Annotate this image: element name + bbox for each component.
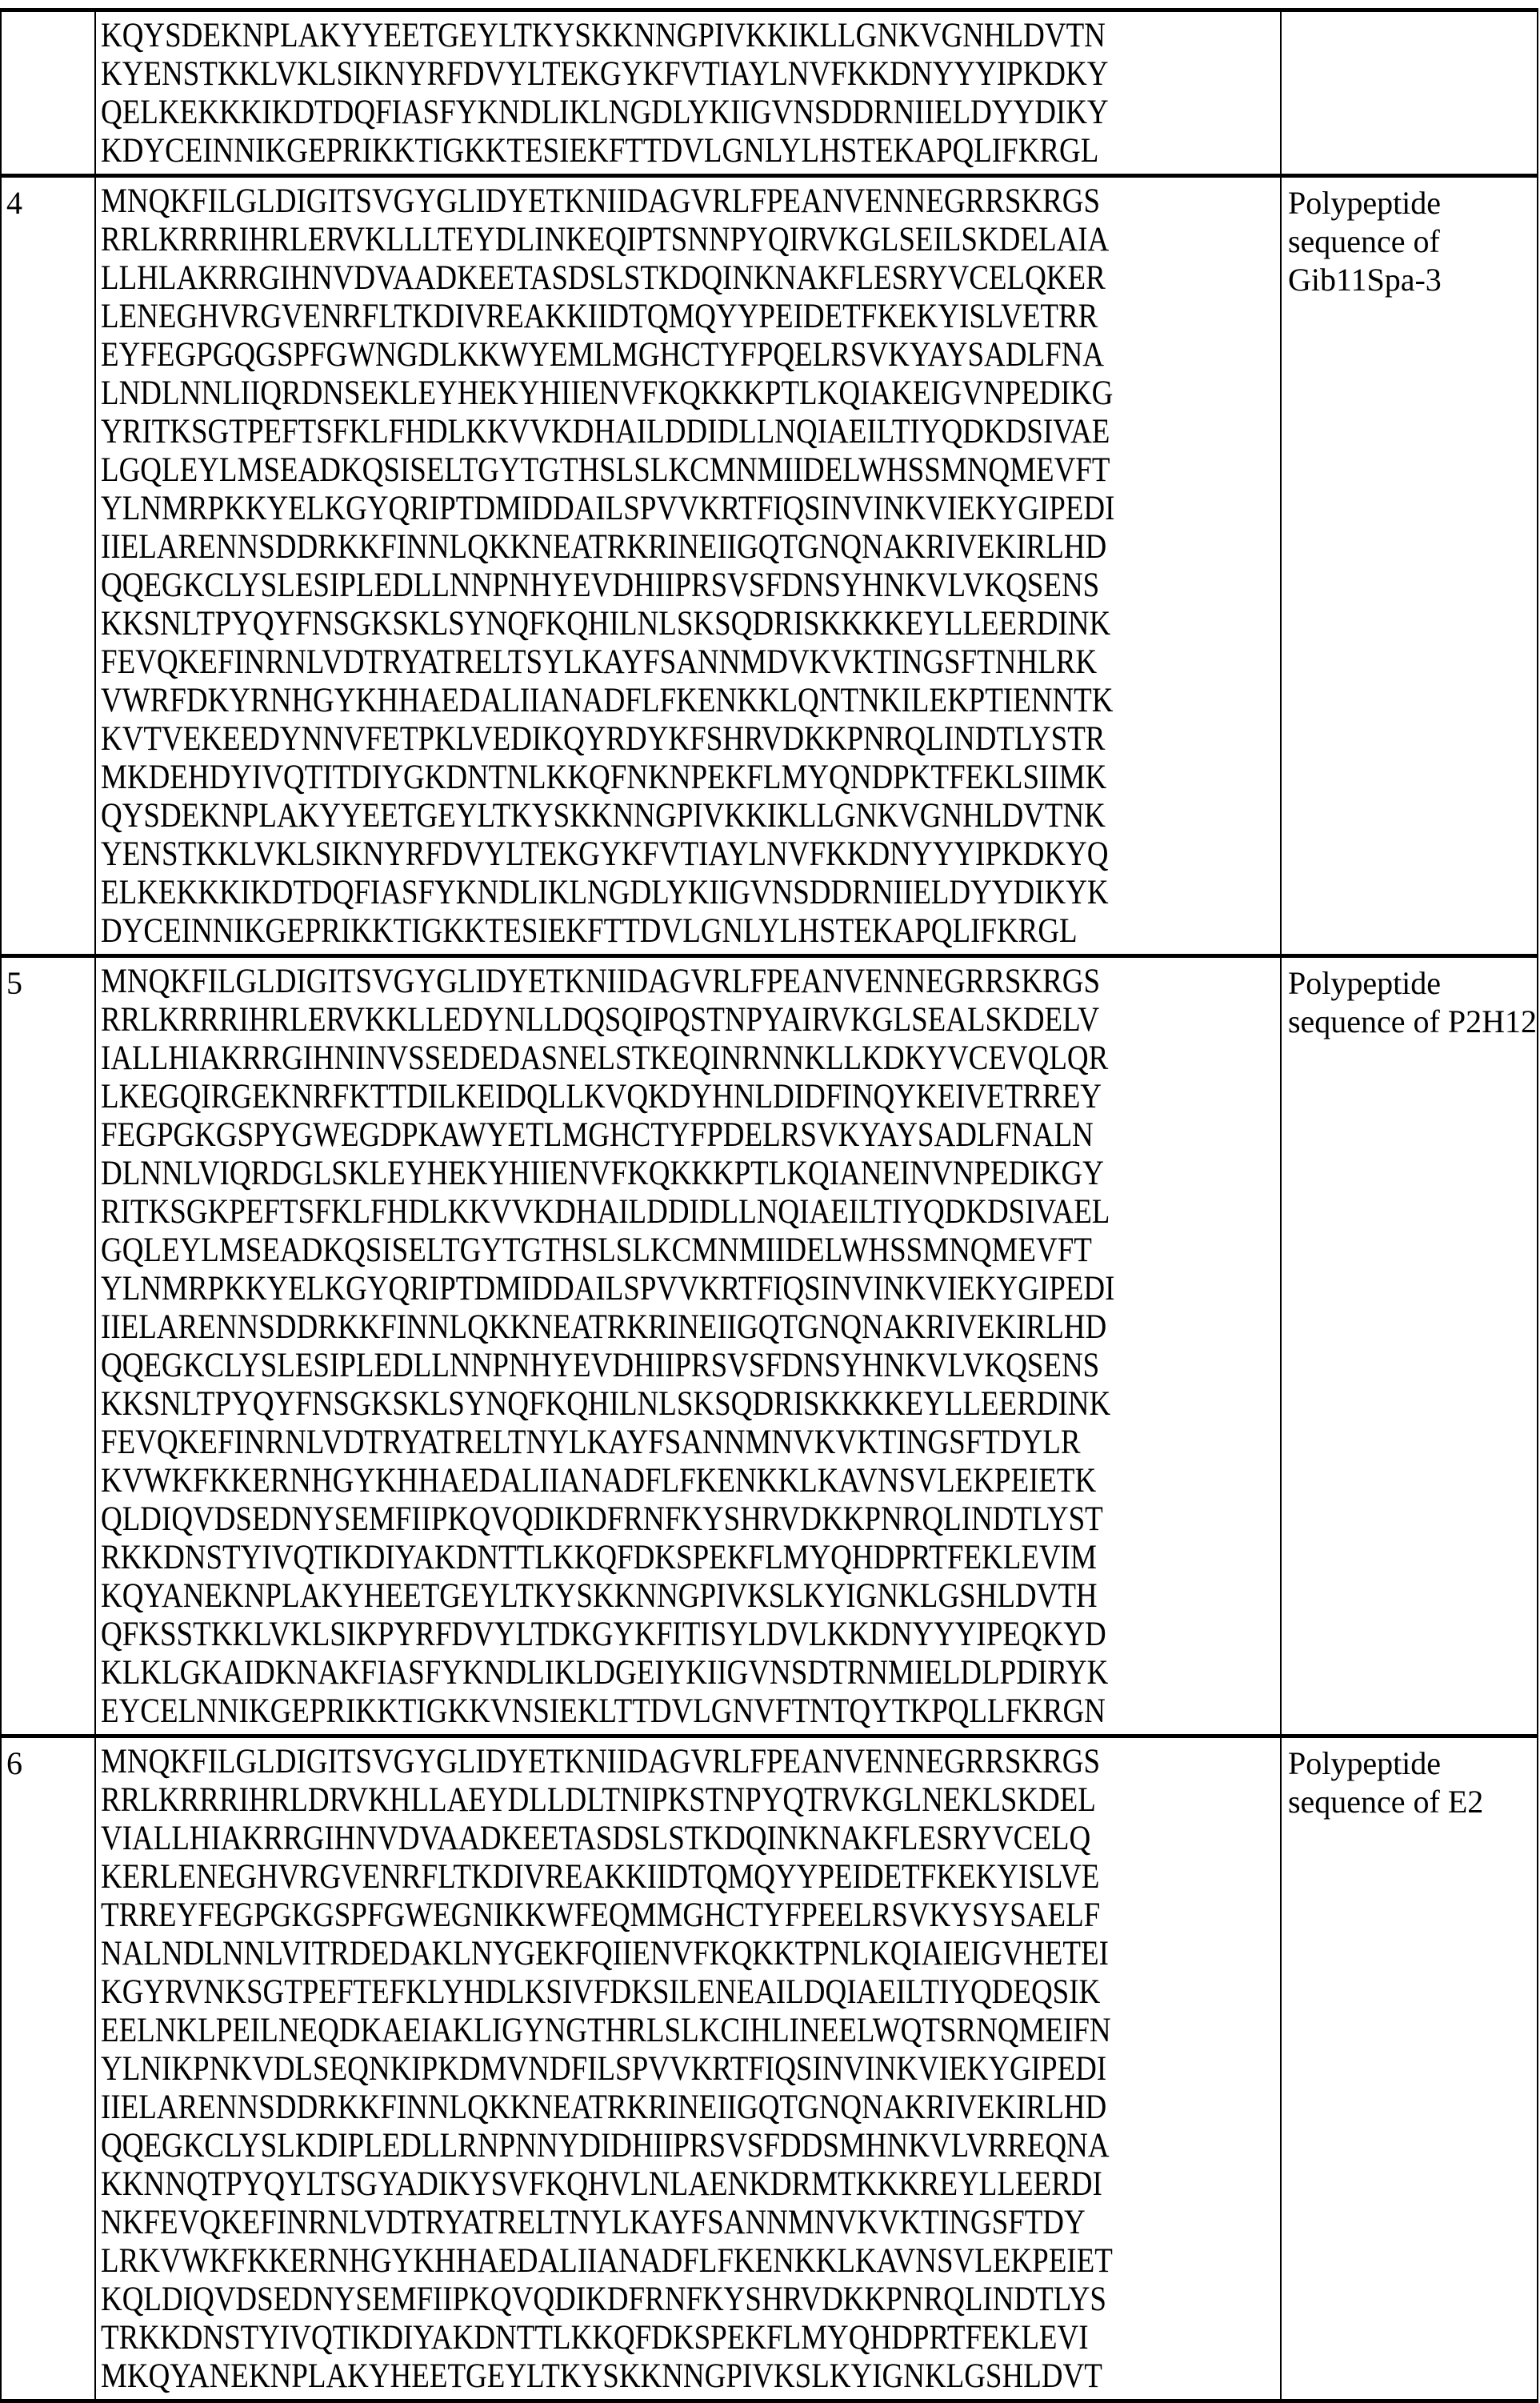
sequence-line: KERLENEGHVRGVENRFLTKDIVREAKKIIDTQMQYYPEIDETFKEKYISLVE	[101, 1858, 1114, 1896]
sequence-line: IIELARENNSDDRKKFINNLQKKNEATRKRINEIIGQTGNQNAKRIVEKIRLHD	[101, 2089, 1114, 2127]
sequence-table-body	[1, 10, 1538, 2401]
sequence-line: MNQKFILGLDIGITSVGYGLIDYETKNIIDAGVRLFPEANVENNEGRRSKRGS	[101, 1743, 1114, 1781]
sequence-line: RRLKRRRIHRLERVKKLLEDYNLLDQSQIPQSTNPYAIRVKGLSEALSKDELV	[101, 1001, 1114, 1039]
sequence-line: FEVQKEFINRNLVDTRYATRELTNYLKAYFSANNMNVKVKTINGSFTDYLR	[101, 1424, 1114, 1462]
sequence-line: MNQKFILGLDIGITSVGYGLIDYETKNIIDAGVRLFPEANVENNEGRRSKRGS	[101, 182, 1114, 221]
sequence-cell	[95, 956, 1281, 1736]
description-cell	[1281, 1736, 1538, 2401]
description-line: sequence of P2H12	[1288, 1003, 1537, 1041]
sequence-line: KVWKFKKERNHGYKHHAEDALIIANADFLFKENKKLKAVNSVLEKPEIETK	[101, 1462, 1114, 1500]
sequence-line: DYCEINNIKGEPRIKKTIGKKTESIEKFTTDVLGNLYLHSTEKAPQLIFKRGL	[101, 912, 1114, 951]
description-cell	[1281, 10, 1538, 176]
sequence-line: KYENSTKKLVKLSIKNYRFDVYLTEKGYKFVTIAYLNVFKKDNYYYIPKDKY	[101, 55, 1114, 94]
sequence-cell	[95, 1736, 1281, 2401]
sequence-line: QQEGKCLYSLESIPLEDLLNNPNHYEVDHIIPRSVSFDNSYHNKVLVKQSENS	[101, 1347, 1114, 1385]
sequence-cell	[95, 10, 1281, 176]
sequence-line: KVTVEKEEDYNNVFETPKLVEDIKQYRDYKFSHRVDKKPNRQLINDTLYSTR	[101, 720, 1114, 759]
sequence-line: LLHLAKRRGIHNVDVAADKEETASDSLSTKDQINKNAKFLESRYVCELQKER	[101, 259, 1114, 298]
sequence-line: MNQKFILGLDIGITSVGYGLIDYETKNIIDAGVRLFPEANVENNEGRRSKRGS	[101, 963, 1114, 1001]
seq-id-number	[1, 10, 95, 176]
table-row	[1, 956, 1538, 1736]
table-row	[1, 1736, 1538, 2401]
sequence-line: LGQLEYLMSEADKQSISELTGYTGTHSLSLKCMNMIIDELWHSSMNQMEVFT	[101, 451, 1114, 490]
sequence-line: KKSNLTPYQYFNSGKSKLSYNQFKQHILNLSKSQDRISKKKKEYLLEERDINK	[101, 1385, 1114, 1424]
sequence-line: KGYRVNKSGTPEFTEFKLYHDLKSIVFDKSILENEAILDQIAEILTIYQDEQSIK	[101, 1973, 1114, 2012]
seq-id-number: 4	[1, 176, 95, 956]
sequence-line: LNDLNNLIIQRDNSEKLEYHEKYHIIENVFKQKKKPTLKQIAKEIGVNPEDIKG	[101, 374, 1114, 413]
sequence-line: EYCELNNIKGEPRIKKTIGKKVNSIEKLTTDVLGNVFTNTQYTKPQLLFKRGN	[101, 1692, 1114, 1731]
sequence-line: QYSDEKNPLAKYYEETGEYLTKYSKKNNGPIVKKIKLLGNKVGNHLDVTNK	[101, 797, 1114, 835]
table-row	[1, 10, 1538, 176]
seq-id-number: 6	[1, 1736, 95, 2401]
sequence-line: YLNMRPKKYELKGYQRIPTDMIDDAILSPVVKRTFIQSINVINKVIEKYGIPEDI	[101, 1270, 1114, 1308]
sequence-line: NKFEVQKEFINRNLVDTRYATRELTNYLKAYFSANNMNVKVKTINGSFTDY	[101, 2204, 1114, 2242]
sequence-line: KQLDIQVDSEDNYSEMFIIPKQVQDIKDFRNFKYSHRVDKKPNRQLINDTLYS	[101, 2281, 1114, 2319]
sequence-line: TRKKDNSTYIVQTIKDIYAKDNTTLKKQFDKSPEKFLMYQHDPRTFEKLEVI	[101, 2319, 1114, 2357]
sequence-line: QFKSSTKKLVKLSIKPYRFDVYLTDKGYKFITISYLDVLKKDNYYYIPEQKYD	[101, 1616, 1114, 1654]
description-line: Polypeptide	[1288, 1744, 1537, 1783]
sequence-line: QLDIQVDSEDNYSEMFIIPKQVQDIKDFRNFKYSHRVDKKPNRQLINDTLYST	[101, 1500, 1114, 1539]
sequence-line: IALLHIAKRRGIHNINVSSEDEDASNELSTKEQINRNNKLLKDKYVCEVQLQR	[101, 1039, 1114, 1078]
sequence-line: MKQYANEKNPLAKYHEETGEYLTKYSKKNNGPIVKSLKYIGNKLGSHLDVT	[101, 2357, 1114, 2396]
sequence-line: RITKSGKPEFTSFKLFHDLKKVVKDHAILDDIDLLNQIAEILTIYQDKDSIVAEL	[101, 1193, 1114, 1232]
description-cell	[1281, 176, 1538, 956]
sequence-line: GQLEYLMSEADKQSISELTGYTGTHSLSLKCMNMIIDELWHSSMNQMEVFT	[101, 1232, 1114, 1270]
sequence-line: KQYANEKNPLAKYHEETGEYLTKYSKKNNGPIVKSLKYIGNKLGSHLDVTH	[101, 1577, 1114, 1616]
sequence-line: KKNNQTPYQYLTSGYADIKYSVFKQHVLNLAENKDRMTKKKREYLLEERDI	[101, 2165, 1114, 2204]
sequence-line: RRLKRRRIHRLDRVKHLLAEYDLLDLTNIPKSTNPYQTRVKGLNEKLSKDEL	[101, 1781, 1114, 1820]
sequence-line: EELNKLPEILNEQDKAEIAKLIGYNGTHRLSLKCIHLINEELWQTSRNQMEIFN	[101, 2012, 1114, 2050]
sequence-line: QQEGKCLYSLKDIPLEDLLRNPNNYDIDHIIPRSVSFDDSMHNKVLVRREQNA	[101, 2127, 1114, 2165]
sequence-cell	[95, 176, 1281, 956]
sequence-line: YLNIKPNKVDLSEQNKIPKDMVNDFILSPVVKRTFIQSINVINKVIEKYGIPEDI	[101, 2050, 1114, 2089]
sequence-line: DLNNLVIQRDGLSKLEYHEKYHIIENVFKQKKKPTLKQIANEINVNPEDIKGY	[101, 1155, 1114, 1193]
description-cell	[1281, 956, 1538, 1736]
sequence-line: LENEGHVRGVENRFLTKDIVREAKKIIDTQMQYYPEIDETFKEKYISLVETRR	[101, 298, 1114, 336]
description-line: Polypeptide	[1288, 184, 1537, 222]
description-line: Polypeptide	[1288, 964, 1537, 1003]
sequence-line: YLNMRPKKYELKGYQRIPTDMIDDAILSPVVKRTFIQSINVINKVIEKYGIPEDI	[101, 490, 1114, 528]
sequence-line: IIELARENNSDDRKKFINNLQKKNEATRKRINEIIGQTGNQNAKRIVEKIRLHD	[101, 1308, 1114, 1347]
description-line: sequence of E2	[1288, 1783, 1537, 1821]
sequence-line: KQYSDEKNPLAKYYEETGEYLTKYSKKNNGPIVKKIKLLGNKVGNHLDVTN	[101, 17, 1114, 55]
sequence-line: TRREYFEGPGKGSPFGWEGNIKKWFEQMMGHCTYFPEELRSVKYSYSAELF	[101, 1896, 1114, 1935]
sequence-table	[0, 8, 1538, 2403]
sequence-line: KKSNLTPYQYFNSGKSKLSYNQFKQHILNLSKSQDRISKKKKEYLLEERDINK	[101, 605, 1114, 643]
sequence-line: ELKEKKKIKDTDQFIASFYKNDLIKLNGDLYKIIGVNSDDRNIIELDYYDIKYK	[101, 874, 1114, 912]
sequence-line: FEGPGKGSPYGWEGDPKAWYETLMGHCTYFPDELRSVKYAYSADLFNALN	[101, 1116, 1114, 1155]
sequence-line: RKKDNSTYIVQTIKDIYAKDNTTLKKQFDKSPEKFLMYQHDPRTFEKLEVIM	[101, 1539, 1114, 1577]
description-line: Gib11Spa-3	[1288, 261, 1537, 299]
sequence-line: MKDEHDYIVQTITDIYGKDNTNLKKQFNKNPEKFLMYQNDPKTFEKLSIIMK	[101, 759, 1114, 797]
sequence-line: YRITKSGTPEFTSFKLFHDLKKVVKDHAILDDIDLLNQIAEILTIYQDKDSIVAE	[101, 413, 1114, 451]
sequence-line: LKEGQIRGEKNRFKTTDILKEIDQLLKVQKDYHNLDIDFINQYKEIVETRREY	[101, 1078, 1114, 1116]
description-line: sequence of	[1288, 222, 1537, 261]
sequence-line: KLKLGKAIDKNAKFIASFYKNDLIKLDGEIYKIIGVNSDTRNMIELDLPDIRYK	[101, 1654, 1114, 1692]
sequence-line: VIALLHIAKRRGIHNVDVAADKEETASDSLSTKDQINKNAKFLESRYVCELQ	[101, 1820, 1114, 1858]
sequence-line: QQEGKCLYSLESIPLEDLLNNPNHYEVDHIIPRSVSFDNSYHNKVLVKQSENS	[101, 567, 1114, 605]
sequence-line: RRLKRRRIHRLERVKLLLTEYDLINKEQIPTSNNPYQIRVKGLSEILSKDELAIA	[101, 221, 1114, 259]
sequence-line: VWRFDKYRNHGYKHHAEDALIIANADFLFKENKKLQNTNKILEKPTIENNTK	[101, 682, 1114, 720]
sequence-line: LRKVWKFKKERNHGYKHHAEDALIIANADFLFKENKKLKAVNSVLEKPEIET	[101, 2242, 1114, 2281]
table-row	[1, 176, 1538, 956]
sequence-line: NALNDLNNLVITRDEDAKLNYGEKFQIIENVFKQKKTPNLKQIAIEIGVHETEI	[101, 1935, 1114, 1973]
seq-id-number: 5	[1, 956, 95, 1736]
sequence-line: YENSTKKLVKLSIKNYRFDVYLTEKGYKFVTIAYLNVFKKDNYYYIPKDKYQ	[101, 835, 1114, 874]
sequence-line: QELKEKKKIKDTDQFIASFYKNDLIKLNGDLYKIIGVNSDDRNIIELDYYDIKY	[101, 94, 1114, 132]
sequence-line: KDYCEINNIKGEPRIKKTIGKKTESIEKFTTDVLGNLYLHSTEKAPQLIFKRGL	[101, 132, 1114, 170]
sequence-line: FEVQKEFINRNLVDTRYATRELTSYLKAYFSANNMDVKVKTINGSFTNHLRK	[101, 643, 1114, 682]
sequence-line: IIELARENNSDDRKKFINNLQKKNEATRKRINEIIGQTGNQNAKRIVEKIRLHD	[101, 528, 1114, 567]
sequence-line: EYFEGPGQGSPFGWNGDLKKWYEMLMGHCTYFPQELRSVKYAYSADLFNA	[101, 336, 1114, 374]
